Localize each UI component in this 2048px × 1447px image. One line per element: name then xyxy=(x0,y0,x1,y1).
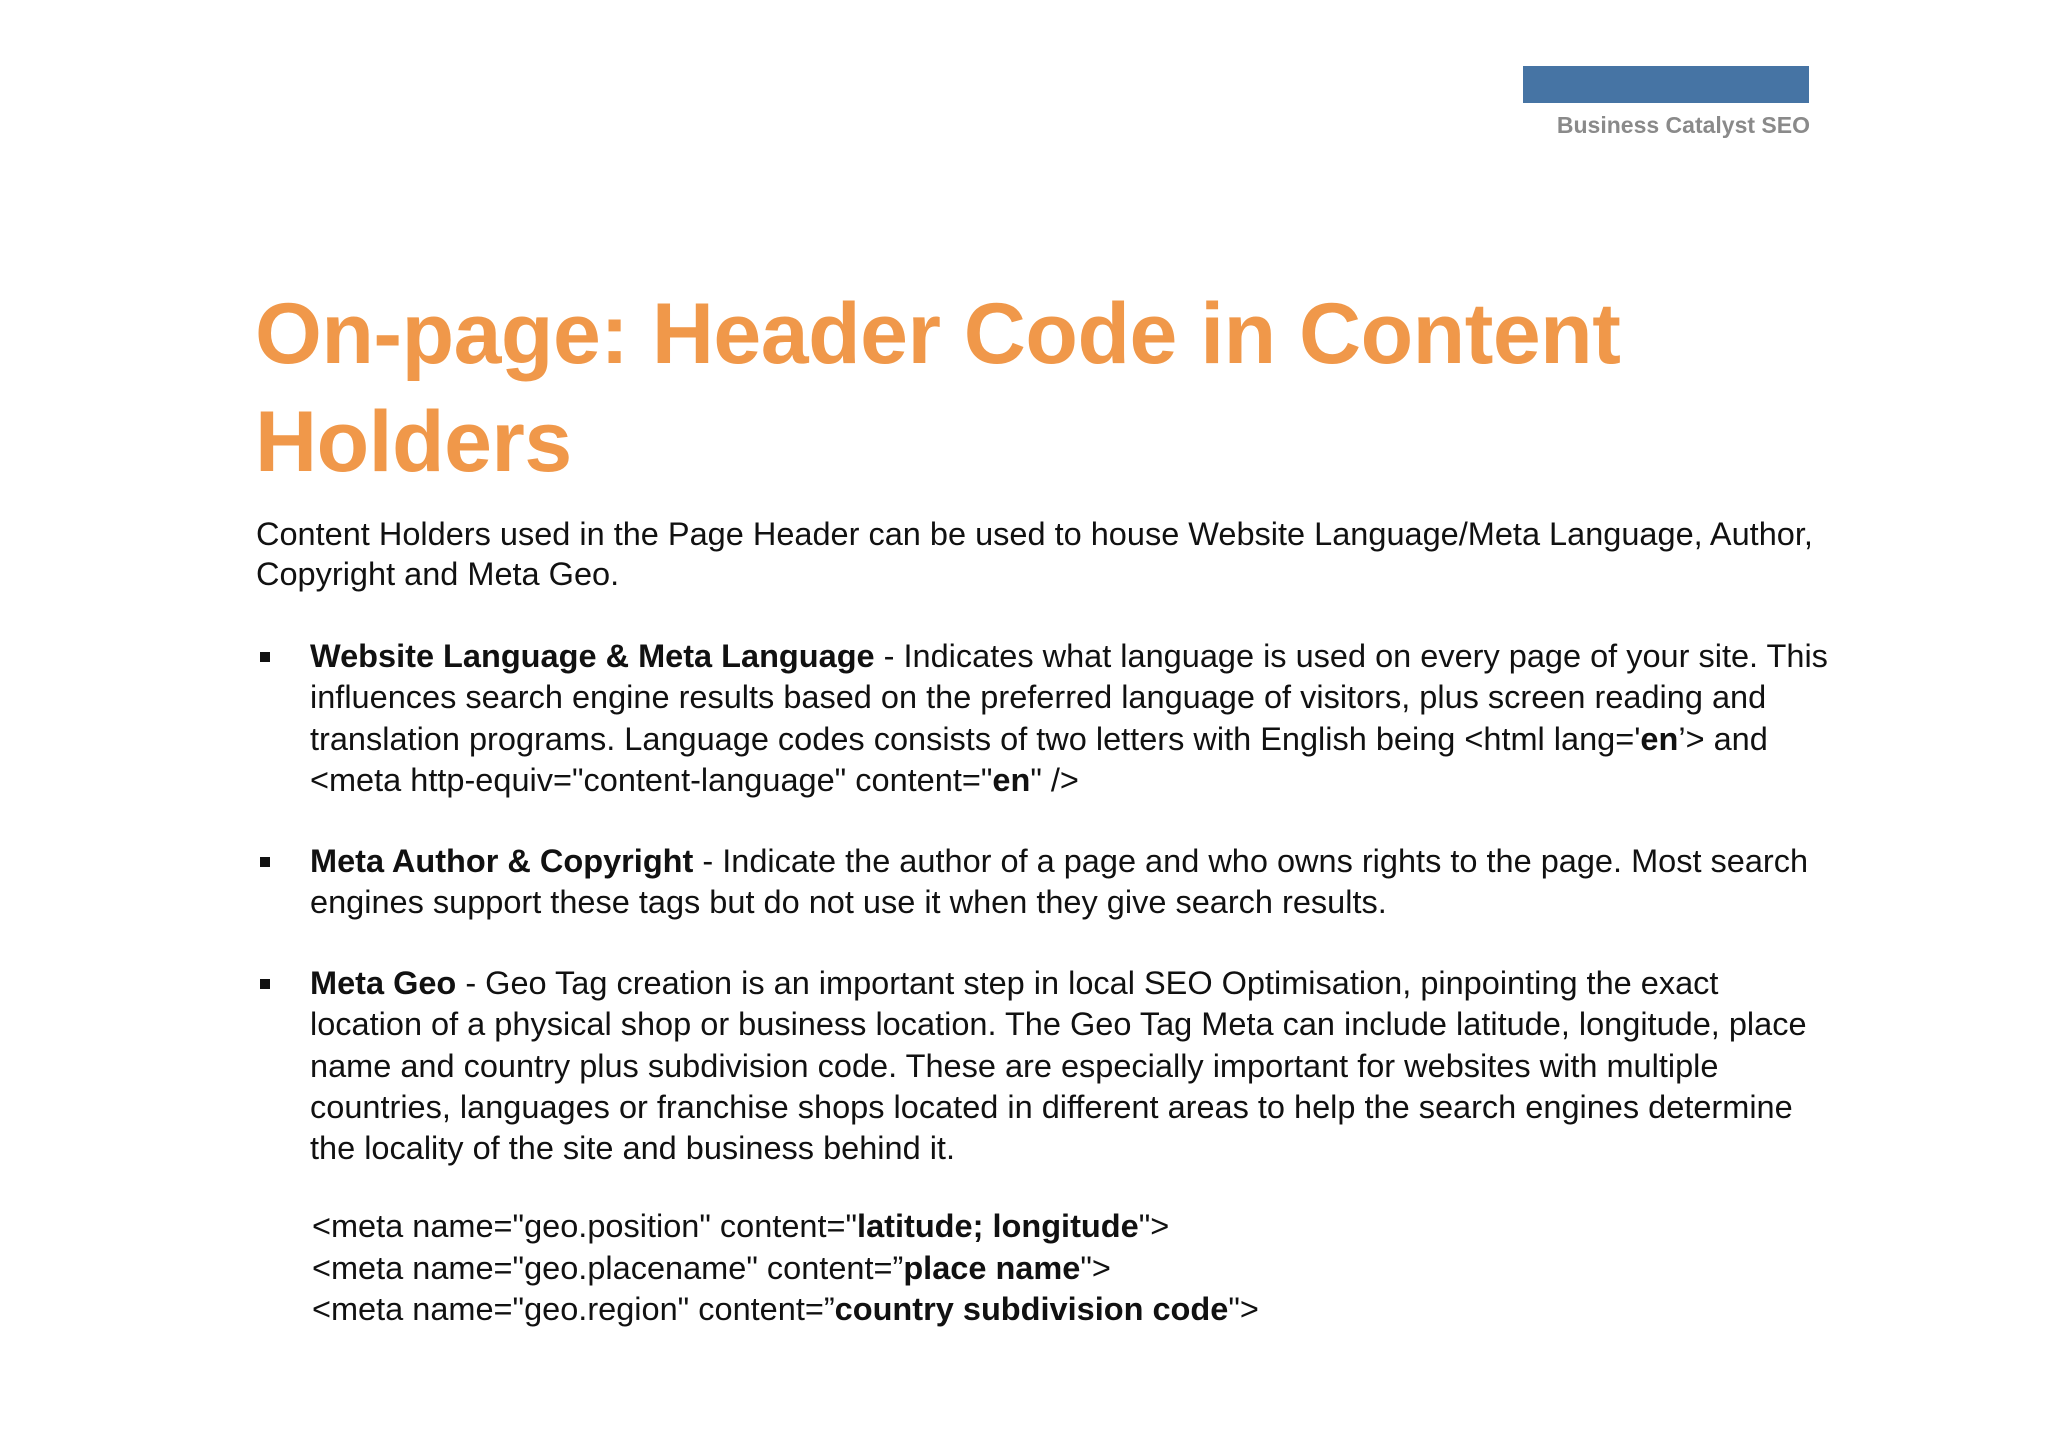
bullet-item-website-language xyxy=(310,636,1830,801)
bullet-term: Meta Geo xyxy=(310,965,457,1001)
intro-paragraph: Content Holders used in the Page Header can be used to house Website Language/Meta Language, Author, Copyright and Meta Geo. xyxy=(256,516,1813,592)
bullet-marker xyxy=(260,652,270,662)
geo-code-block xyxy=(312,1206,1259,1331)
code-value: en xyxy=(1640,720,1679,757)
code-prefix: <meta name="geo.region" content=” xyxy=(312,1291,835,1327)
bullet-text: " /> xyxy=(1030,761,1079,798)
code-suffix: "> xyxy=(1228,1291,1259,1327)
code-line-geo-region xyxy=(312,1289,1259,1331)
code-value: en xyxy=(992,761,1031,798)
code-prefix: <meta name="geo.placename" content=” xyxy=(312,1249,904,1286)
bullet-item-meta-geo xyxy=(310,963,1830,1169)
code-prefix: <meta name="geo.position" content=" xyxy=(312,1208,858,1244)
brand-label: Business Catalyst SEO xyxy=(1556,112,1810,138)
bullet-text: - Indicates what language is used on every page of your site. This influences search engine results based on the preferred language of visitors, plus screen reading and translation programs. Language codes consists of two letters with English being <html lang=' xyxy=(310,638,1828,757)
code-line-geo-placename xyxy=(312,1248,1259,1290)
page-title: On-page: Header Code in Content Holders xyxy=(255,286,1621,490)
bullet-text: - Indicate the author of a page and who owns rights to the page. Most search engines support these tags but do not use it when they give search results. xyxy=(310,843,1809,921)
bullet-item-meta-author xyxy=(310,841,1830,924)
code-suffix: "> xyxy=(1080,1249,1111,1286)
bullet-marker xyxy=(260,979,270,989)
bullet-text: - Geo Tag creation is an important step in local SEO Optimisation, pinpointing the exact location of a physical shop or business location. The Geo Tag Meta can include latitude, longitude, place name and country plus subdivision code. These are especially important for websites with multiple countries, languages or franchise shops located in different areas to help the search engines determine the locality of the site and business behind it. xyxy=(310,965,1807,1167)
bullet-term: Website Language & Meta Language xyxy=(310,638,875,674)
code-line-geo-position xyxy=(312,1206,1259,1248)
bullet-text: ’> and <meta http-equiv="content-language" content=" xyxy=(310,720,1768,798)
code-value: latitude; longitude xyxy=(857,1208,1139,1244)
bullet-marker xyxy=(260,857,270,867)
code-value: country subdivision code xyxy=(834,1291,1229,1327)
code-value: place name xyxy=(903,1249,1081,1286)
brand-bar xyxy=(1523,66,1809,103)
code-suffix: "> xyxy=(1138,1208,1170,1244)
bullet-term: Meta Author & Copyright xyxy=(310,843,694,879)
